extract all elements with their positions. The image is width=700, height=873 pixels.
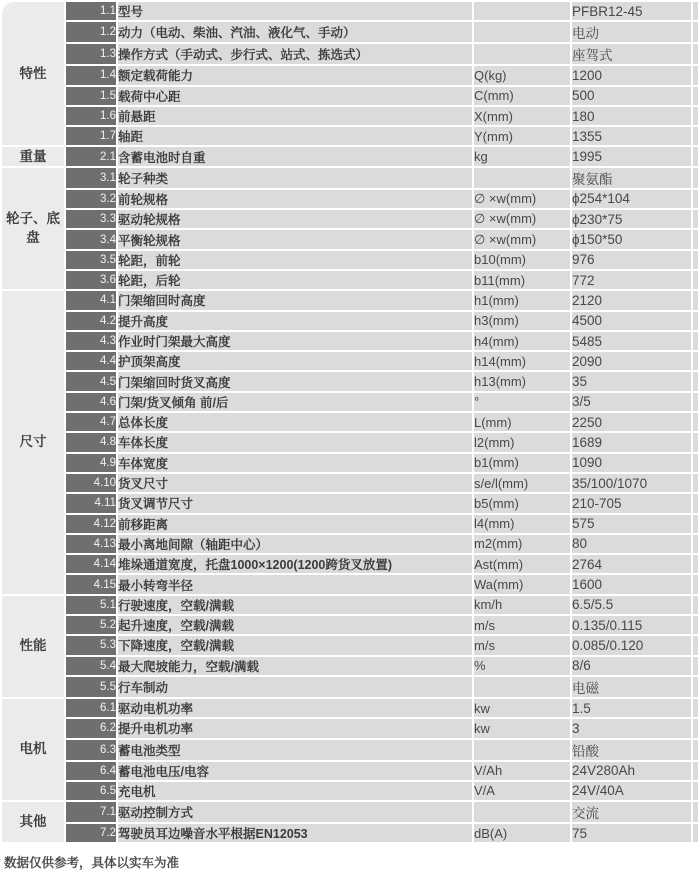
spec-name-cell: 型号 (118, 2, 472, 20)
table-row (2, 312, 698, 330)
unit-cell: h14(mm) (474, 352, 570, 370)
table-edge-sliver (693, 44, 698, 64)
table-row (2, 190, 698, 208)
category-cell: 轮子、底盘 (2, 168, 64, 289)
row-number-badge: 4.7 (66, 413, 116, 431)
table-edge-sliver (693, 596, 698, 614)
spec-name-cell: 门架缩回时货叉高度 (118, 372, 472, 390)
table-edge-sliver (693, 802, 698, 822)
table-row (2, 393, 698, 411)
table-edge-sliver (693, 66, 698, 84)
table-row (2, 699, 698, 717)
unit-cell: Y(mm) (474, 127, 570, 145)
unit-cell: kw (474, 699, 570, 717)
table-edge-sliver (693, 168, 698, 188)
value-cell: 0.135/0.115 (572, 616, 691, 634)
value-cell: 1090 (572, 454, 691, 472)
table-row (2, 22, 698, 42)
row-number-badge: 4.15 (66, 575, 116, 593)
spec-name-cell: 驱动电机功率 (118, 699, 472, 717)
category-cell: 重量 (2, 147, 64, 165)
table-row (2, 433, 698, 451)
table-edge-sliver (693, 699, 698, 717)
unit-cell: km/h (474, 596, 570, 614)
unit-cell (474, 2, 570, 20)
value-cell: 8/6 (572, 657, 691, 675)
spec-name-cell: 轮子种类 (118, 168, 472, 188)
table-edge-sliver (693, 575, 698, 593)
table-edge-sliver (693, 454, 698, 472)
row-number-badge: 3.6 (66, 271, 116, 289)
spec-name-cell: 前悬距 (118, 107, 472, 125)
value-cell: 座驾式 (572, 44, 691, 64)
row-number-badge: 4.9 (66, 454, 116, 472)
value-cell: 3 (572, 719, 691, 737)
table-edge-sliver (693, 87, 698, 105)
value-cell: 1355 (572, 127, 691, 145)
table-edge-sliver (693, 147, 698, 165)
table-row (2, 535, 698, 553)
spec-name-cell: 行车制动 (118, 677, 472, 697)
table-edge-sliver (693, 271, 698, 289)
value-cell: 1600 (572, 575, 691, 593)
value-cell: 1689 (572, 433, 691, 451)
category-cell: 其他 (2, 802, 64, 842)
value-cell: ϕ150*50 (572, 230, 691, 248)
spec-name-cell: 蓄电池电压/电容 (118, 762, 472, 780)
value-cell: PFBR12-45 (572, 2, 691, 20)
table-row (2, 251, 698, 269)
table-row (2, 147, 698, 165)
category-cell: 特性 (2, 2, 64, 145)
spec-name-cell: 货叉调节尺寸 (118, 494, 472, 512)
unit-cell: h4(mm) (474, 332, 570, 350)
table-edge-sliver (693, 107, 698, 125)
spec-name-cell: 平衡轮规格 (118, 230, 472, 248)
value-cell: 1995 (572, 147, 691, 165)
table-row (2, 2, 698, 20)
table-row (2, 494, 698, 512)
table-edge-sliver (693, 657, 698, 675)
table-edge-sliver (693, 312, 698, 330)
value-cell: 976 (572, 251, 691, 269)
unit-cell: m2(mm) (474, 535, 570, 553)
value-cell: 1.5 (572, 699, 691, 717)
unit-cell: Wa(mm) (474, 575, 570, 593)
table-edge-sliver (693, 782, 698, 800)
value-cell: 35 (572, 372, 691, 390)
table-row (2, 210, 698, 228)
row-number-badge: 4.12 (66, 515, 116, 533)
value-cell: 75 (572, 824, 691, 842)
table-edge-sliver (693, 762, 698, 780)
unit-cell: % (474, 657, 570, 675)
value-cell: 2764 (572, 555, 691, 573)
category-cell: 性能 (2, 596, 64, 697)
table-edge-sliver (693, 474, 698, 492)
value-cell: 2120 (572, 291, 691, 309)
table-row (2, 127, 698, 145)
spec-name-cell: 车体长度 (118, 433, 472, 451)
unit-cell: b11(mm) (474, 271, 570, 289)
row-number-badge: 1.6 (66, 107, 116, 125)
row-number-badge: 4.8 (66, 433, 116, 451)
spec-name-cell: 操作方式（手动式、步行式、站式、拣选式） (118, 44, 472, 64)
unit-cell: kg (474, 147, 570, 165)
table-edge-sliver (693, 413, 698, 431)
unit-cell: ∅ ×w(mm) (474, 210, 570, 228)
row-number-badge: 3.1 (66, 168, 116, 188)
table-row (2, 555, 698, 573)
row-number-badge: 6.5 (66, 782, 116, 800)
row-number-badge: 4.13 (66, 535, 116, 553)
value-cell: 772 (572, 271, 691, 289)
row-number-badge: 3.5 (66, 251, 116, 269)
spec-name-cell: 轮距，前轮 (118, 251, 472, 269)
table-row (2, 271, 698, 289)
row-number-badge: 1.3 (66, 44, 116, 64)
unit-cell (474, 44, 570, 64)
table-edge-sliver (693, 677, 698, 697)
value-cell: 1200 (572, 66, 691, 84)
table-edge-sliver (693, 494, 698, 512)
spec-name-cell: 轴距 (118, 127, 472, 145)
table-edge-sliver (693, 616, 698, 634)
table-row (2, 87, 698, 105)
spec-name-cell: 行驶速度，空载/满载 (118, 596, 472, 614)
unit-cell: dB(A) (474, 824, 570, 842)
row-number-badge: 5.3 (66, 636, 116, 654)
value-cell: 2090 (572, 352, 691, 370)
table-row (2, 66, 698, 84)
unit-cell: b1(mm) (474, 454, 570, 472)
value-cell: 500 (572, 87, 691, 105)
table-edge-sliver (693, 190, 698, 208)
value-cell: 80 (572, 535, 691, 553)
row-number-badge: 4.1 (66, 291, 116, 309)
table-row (2, 596, 698, 614)
row-number-badge: 3.4 (66, 230, 116, 248)
unit-cell: X(mm) (474, 107, 570, 125)
spec-name-cell: 门架/货叉倾角 前/后 (118, 393, 472, 411)
spec-name-cell: 载荷中心距 (118, 87, 472, 105)
value-cell: 180 (572, 107, 691, 125)
table-edge-sliver (693, 332, 698, 350)
value-cell: 35/100/1070 (572, 474, 691, 492)
table-row (2, 372, 698, 390)
row-number-badge: 1.4 (66, 66, 116, 84)
value-cell: 电磁 (572, 677, 691, 697)
row-number-badge: 6.4 (66, 762, 116, 780)
row-number-badge: 6.2 (66, 719, 116, 737)
value-cell: 24V280Ah (572, 762, 691, 780)
spec-name-cell: 最小转弯半径 (118, 575, 472, 593)
row-number-badge: 6.1 (66, 699, 116, 717)
value-cell: 4500 (572, 312, 691, 330)
spec-name-cell: 护顶架高度 (118, 352, 472, 370)
table-edge-sliver (693, 372, 698, 390)
spec-name-cell: 动力（电动、柴油、汽油、液化气、手动） (118, 22, 472, 42)
table-row (2, 332, 698, 350)
table-edge-sliver (693, 535, 698, 553)
unit-cell: m/s (474, 616, 570, 634)
unit-cell: h13(mm) (474, 372, 570, 390)
table-row (2, 719, 698, 737)
row-number-badge: 4.10 (66, 474, 116, 492)
value-cell: 交流 (572, 802, 691, 822)
table-row (2, 636, 698, 654)
unit-cell: Ast(mm) (474, 555, 570, 573)
table-row (2, 616, 698, 634)
table-row (2, 230, 698, 248)
row-number-badge: 3.2 (66, 190, 116, 208)
row-number-badge: 4.3 (66, 332, 116, 350)
footer-note: 数据仅供参考，具体以实车为准 (4, 856, 180, 871)
category-cell: 电机 (2, 699, 64, 800)
table-row (2, 515, 698, 533)
row-number-badge: 1.7 (66, 127, 116, 145)
value-cell: 0.085/0.120 (572, 636, 691, 654)
spec-name-cell: 提升高度 (118, 312, 472, 330)
table-edge-sliver (693, 22, 698, 42)
row-number-badge: 7.1 (66, 802, 116, 822)
spec-name-cell: 前移距离 (118, 515, 472, 533)
unit-cell: l2(mm) (474, 433, 570, 451)
unit-cell: s/e/l(mm) (474, 474, 570, 492)
spec-name-cell: 最小离地间隙（轴距中心） (118, 535, 472, 553)
table-row (2, 802, 698, 822)
row-number-badge: 1.2 (66, 22, 116, 42)
category-cell: 尺寸 (2, 291, 64, 593)
table-row (2, 762, 698, 780)
table-edge-sliver (693, 719, 698, 737)
table-edge-sliver (693, 740, 698, 760)
row-number-badge: 5.1 (66, 596, 116, 614)
unit-cell: V/Ah (474, 762, 570, 780)
spec-name-cell: 蓄电池类型 (118, 740, 472, 760)
spec-name-cell: 含蓄电池时自重 (118, 147, 472, 165)
unit-cell (474, 740, 570, 760)
spec-name-cell: 前轮规格 (118, 190, 472, 208)
value-cell: 3/5 (572, 393, 691, 411)
table-row (2, 474, 698, 492)
row-number-badge: 1.1 (66, 2, 116, 20)
unit-cell: b5(mm) (474, 494, 570, 512)
table-edge-sliver (693, 636, 698, 654)
table-edge-sliver (693, 555, 698, 573)
row-number-badge: 2.1 (66, 147, 116, 165)
table-row (2, 740, 698, 760)
row-number-badge: 7.2 (66, 824, 116, 842)
spec-name-cell: 额定载荷能力 (118, 66, 472, 84)
table-edge-sliver (693, 230, 698, 248)
row-number-badge: 4.2 (66, 312, 116, 330)
value-cell: 聚氨酯 (572, 168, 691, 188)
spec-name-cell: 最大爬坡能力，空载/满载 (118, 657, 472, 675)
spec-name-cell: 堆垛通道宽度，托盘1000×1200(1200跨货叉放置) (118, 555, 472, 573)
unit-cell: V/A (474, 782, 570, 800)
table-edge-sliver (693, 127, 698, 145)
value-cell: 24V/40A (572, 782, 691, 800)
table-row (2, 168, 698, 188)
row-number-badge: 4.11 (66, 494, 116, 512)
spec-name-cell: 货叉尺寸 (118, 474, 472, 492)
table-edge-sliver (693, 824, 698, 842)
row-number-badge: 3.3 (66, 210, 116, 228)
unit-cell: l4(mm) (474, 515, 570, 533)
value-cell: 575 (572, 515, 691, 533)
table-row (2, 824, 698, 842)
spec-name-cell: 起升速度，空载/满载 (118, 616, 472, 634)
table-row (2, 782, 698, 800)
table-row (2, 657, 698, 675)
table-row (2, 291, 698, 309)
table-row (2, 413, 698, 431)
table-edge-sliver (693, 515, 698, 533)
spec-name-cell: 充电机 (118, 782, 472, 800)
unit-cell: Q(kg) (474, 66, 570, 84)
table-edge-sliver (693, 352, 698, 370)
row-number-badge: 5.5 (66, 677, 116, 697)
spec-name-cell: 车体宽度 (118, 454, 472, 472)
row-number-badge: 4.4 (66, 352, 116, 370)
spec-name-cell: 提升电机功率 (118, 719, 472, 737)
value-cell: 铅酸 (572, 740, 691, 760)
row-number-badge: 4.5 (66, 372, 116, 390)
unit-cell: kw (474, 719, 570, 737)
unit-cell: L(mm) (474, 413, 570, 431)
spec-name-cell: 下降速度，空载/满载 (118, 636, 472, 654)
unit-cell: C(mm) (474, 87, 570, 105)
spec-name-cell: 驱动轮规格 (118, 210, 472, 228)
unit-cell: ∅ ×w(mm) (474, 230, 570, 248)
spec-name-cell: 总体长度 (118, 413, 472, 431)
spec-name-cell: 轮距，后轮 (118, 271, 472, 289)
row-number-badge: 4.6 (66, 393, 116, 411)
table-edge-sliver (693, 2, 698, 20)
table-edge-sliver (693, 251, 698, 269)
unit-cell: h3(mm) (474, 312, 570, 330)
row-number-badge: 4.14 (66, 555, 116, 573)
value-cell: 2250 (572, 413, 691, 431)
table-edge-sliver (693, 291, 698, 309)
table-row (2, 352, 698, 370)
spec-name-cell: 驾驶员耳边噪音水平根据EN12053 (118, 824, 472, 842)
table-row (2, 454, 698, 472)
unit-cell: b10(mm) (474, 251, 570, 269)
table-row (2, 575, 698, 593)
table-row (2, 107, 698, 125)
value-cell: 电动 (572, 22, 691, 42)
table-row (2, 677, 698, 697)
row-number-badge: 5.2 (66, 616, 116, 634)
spec-name-cell: 作业时门架最大高度 (118, 332, 472, 350)
table-row (2, 44, 698, 64)
value-cell: ϕ254*104 (572, 190, 691, 208)
unit-cell (474, 802, 570, 822)
spec-name-cell: 门架缩回时高度 (118, 291, 472, 309)
value-cell: ϕ230*75 (572, 210, 691, 228)
value-cell: 5485 (572, 332, 691, 350)
unit-cell: ° (474, 393, 570, 411)
spec-name-cell: 驱动控制方式 (118, 802, 472, 822)
unit-cell: m/s (474, 636, 570, 654)
table-edge-sliver (693, 433, 698, 451)
unit-cell (474, 677, 570, 697)
row-number-badge: 1.5 (66, 87, 116, 105)
value-cell: 210-705 (572, 494, 691, 512)
table-edge-sliver (693, 393, 698, 411)
unit-cell: h1(mm) (474, 291, 570, 309)
unit-cell (474, 168, 570, 188)
table-edge-sliver (693, 210, 698, 228)
unit-cell (474, 22, 570, 42)
row-number-badge: 5.4 (66, 657, 116, 675)
unit-cell: ∅ ×w(mm) (474, 190, 570, 208)
value-cell: 6.5/5.5 (572, 596, 691, 614)
row-number-badge: 6.3 (66, 740, 116, 760)
